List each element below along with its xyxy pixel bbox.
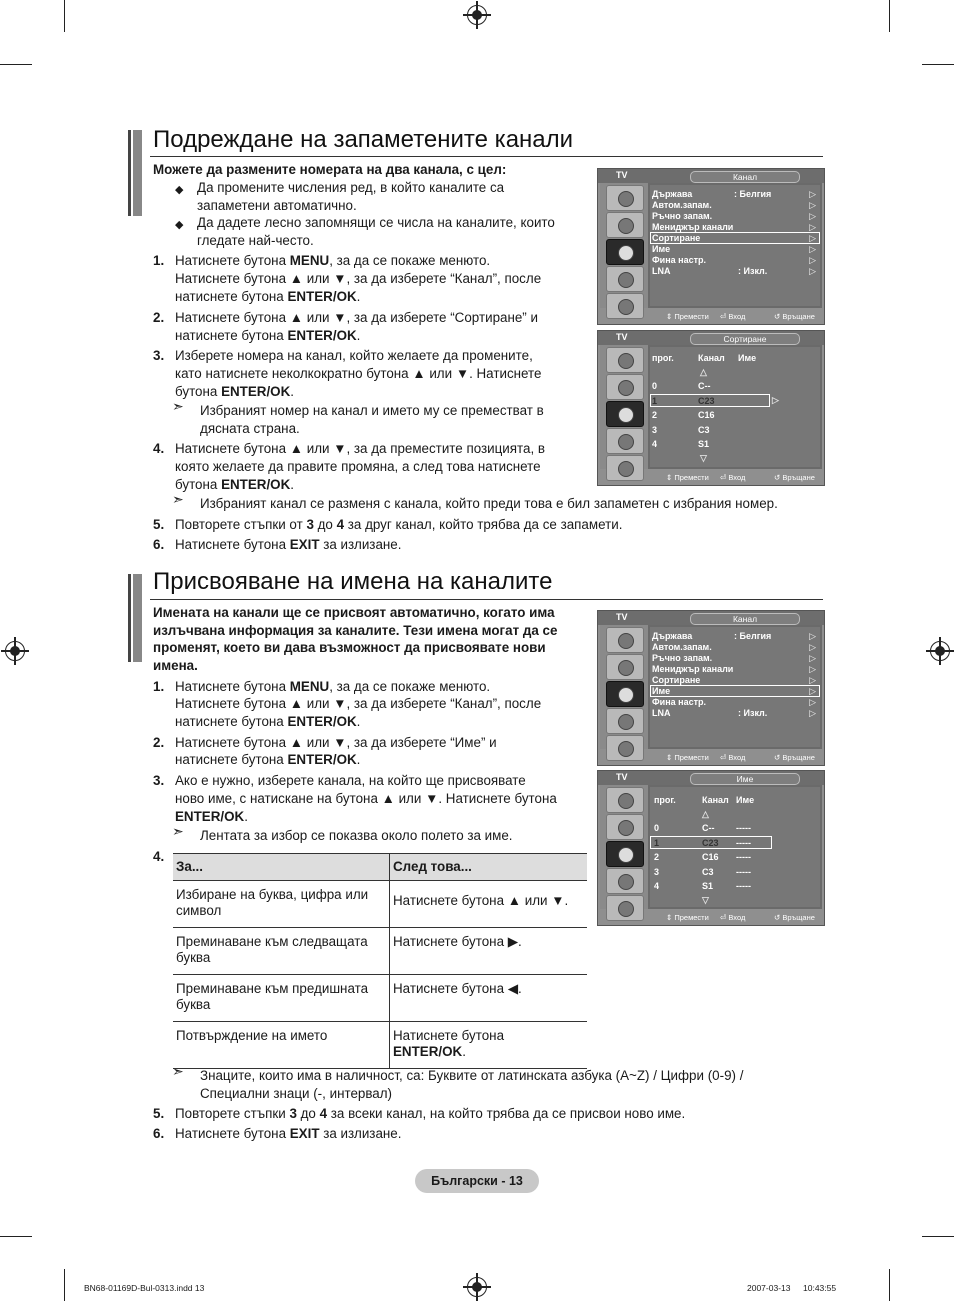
step-line: натиснете бутона ENTER/OK.	[175, 289, 361, 304]
menu-item-channel-manager: Мениджър канали	[652, 664, 734, 674]
menu-item-lna: LNA : Изкл.	[652, 708, 768, 718]
action-table	[173, 853, 587, 1069]
list-item: 2	[652, 410, 658, 420]
step-line: Натиснете бутона MENU, за да се покаже менюто.	[175, 253, 491, 268]
down-arrow-icon: ▽	[702, 895, 709, 905]
menu-item-lna: LNA : Изкл.	[652, 266, 768, 276]
step-line: бутона ENTER/OK.	[175, 477, 295, 492]
step-number: 1.	[153, 679, 165, 694]
menu-title: Канал	[690, 613, 800, 625]
list-item: 3	[654, 867, 660, 877]
step-line: Натиснете бутона EXIT за излизане.	[175, 537, 402, 552]
note-arrow-icon: ➣	[172, 823, 184, 839]
step-number: 2.	[153, 310, 165, 325]
section2-intro-line4: имена.	[153, 658, 198, 673]
step-line: Натиснете бутона ▲ или ▼, за да преместите позицията, в	[175, 441, 546, 456]
menu-item-fine-tune: Фина настр.	[652, 697, 707, 707]
section1-intro: Можете да размените номерата на два канала, с цел:	[153, 162, 507, 177]
column-header-channel: Канал	[702, 795, 729, 805]
tv-menu-name: TV Име прог. Канал Име △ 0 C-- ----- 1 C23 ----- 2 C16 ----- 3 C3 ----- 4 S1 ----- ▽ ⇕ Премести ⏎ Вход ↺ Връщане	[597, 770, 825, 926]
column-header-prog: прог.	[654, 795, 676, 805]
step-line: бутона ENTER/OK.	[175, 384, 295, 399]
selection-highlight	[650, 685, 820, 697]
sound-icon	[606, 814, 644, 840]
section2-intro-line3: променят, което ви дава възможност да присвоявате нови	[153, 640, 546, 655]
crop-mark	[0, 64, 32, 65]
picture-icon	[606, 787, 644, 813]
column-header-name: Име	[738, 353, 757, 363]
sound-icon	[606, 654, 644, 680]
step-line: Натиснете бутона ▲ или ▼, за да изберете “Канал”, после	[175, 271, 542, 286]
crop-mark	[0, 1236, 32, 1237]
step-number: 6.	[153, 1126, 165, 1141]
list-item: 1	[652, 396, 658, 406]
table-row: Избиране на буква, цифра или символ Натиснете бутона ▲ или ▼.	[173, 881, 587, 928]
section2-title: Присвояване на имена на каналите	[153, 568, 553, 595]
note-arrow-icon: ➣	[172, 1063, 184, 1079]
step-line: Натиснете бутона ▲ или ▼, за да изберете “Име” и	[175, 735, 497, 750]
crop-mark	[64, 0, 65, 32]
step-line: като натиснете неколкократно бутона ▲ или ▼. Натиснете	[175, 366, 542, 381]
sound-icon	[606, 212, 644, 238]
list-item: 3	[652, 425, 658, 435]
up-arrow-icon: △	[702, 809, 709, 819]
setup-icon	[606, 868, 644, 894]
step-number: 3.	[153, 773, 165, 788]
note2: Избраният канал се разменя с канала, който преди това е бил запаметен с избрания номер.	[200, 496, 778, 511]
tv-menu-channel-name: TV Канал Държава : Белгия ▷ Автом.запам. ▷ Ръчно запам. ▷ Мениджър канали ▷ Сортиране ▷ Име ▷ Фина настр. ▷ LNA : Изкл. ▷ ⇕ Премести ⏎ Вход ↺ Връщане	[597, 610, 825, 766]
sound-icon	[606, 374, 644, 400]
registration-mark-icon	[5, 641, 25, 661]
crop-mark	[64, 1269, 65, 1301]
bullet-1-line1: Да промените числения ред, в който каналите са	[197, 180, 505, 195]
step-line: Повторете стъпки от 3 до 4 за друг канал, който трябва да се запамети.	[175, 517, 623, 532]
print-date: 2007-03-13	[747, 1283, 791, 1293]
step-line: Натиснете бутона MENU, за да се покаже менюто.	[175, 679, 491, 694]
bullet-icon: ◆	[175, 184, 184, 196]
setup-icon	[606, 428, 644, 454]
divider	[150, 599, 823, 600]
crop-mark	[889, 0, 890, 32]
table-row: Потвърждение на името Натиснете бутона ENTER/OK.	[173, 1022, 587, 1069]
menu-title: Сортиране	[690, 333, 800, 345]
menu-title: Канал	[690, 171, 800, 183]
tv-menu-channel: TV Канал Държава : Белгия ▷ Автом.запам. ▷ Ръчно запам. ▷ Мениджър канали ▷ Сортиране ▷ Име ▷ Фина настр. ▷ LNA : Изкл. ▷ ⇕ Премести ⏎ Вход ↺ Връщане	[597, 168, 825, 325]
list-item: 0	[654, 823, 660, 833]
step-line: която желаете да правите промяна, а след това натиснете	[175, 459, 541, 474]
section2-intro-line2: излъчвана информация за каналите. Тези имена могат да се	[153, 623, 558, 638]
menu-item-sort: Сортиране	[652, 233, 701, 243]
list-item: 2	[654, 852, 660, 862]
menu-item-auto-store: Автом.запам.	[652, 642, 712, 652]
menu-item-channel-manager: Мениджър канали	[652, 222, 734, 232]
step-line: натиснете бутона ENTER/OK.	[175, 328, 361, 343]
return-hint: ↺ Връщане	[774, 312, 815, 321]
page-number-badge: Български - 13	[415, 1169, 539, 1193]
step-line: Ако е нужно, изберете канала, на който ще присвоявате	[175, 773, 526, 788]
channel-icon	[606, 841, 644, 867]
channel-icon	[606, 239, 644, 265]
step-number: 3.	[153, 348, 165, 363]
menu-item-fine-tune: Фина настр.	[652, 255, 707, 265]
crop-mark	[889, 1269, 890, 1301]
move-hint: ⇕ Премести	[666, 312, 709, 321]
menu-item-auto-store: Автом.запам.	[652, 200, 712, 210]
step-number: 5.	[153, 517, 165, 532]
channel-icon	[606, 681, 644, 707]
down-arrow-icon: ▽	[700, 453, 707, 463]
bullet-1-line2: запаметени автоматично.	[197, 198, 357, 213]
column-header-name: Име	[736, 795, 755, 805]
step-number: 4.	[153, 441, 165, 456]
step-number: 4.	[153, 849, 165, 864]
bullet-2-line2: гледате най-често.	[197, 233, 314, 248]
right-arrow-icon: ▷	[772, 395, 779, 405]
list-item: 1	[654, 838, 660, 848]
setup-icon	[606, 266, 644, 292]
menu-item-manual-store: Ръчно запам.	[652, 211, 713, 221]
print-time: 10:43:55	[803, 1283, 837, 1293]
step-line: Изберете номера на канал, който желаете да промените,	[175, 348, 533, 363]
step-line: Натиснете бутона ▲ или ▼, за да изберете “Сортиране” и	[175, 310, 538, 325]
print-file-name: BN68-01169D-Bul-0313.indd 13	[84, 1283, 205, 1293]
section-bar	[128, 574, 142, 662]
step-number: 6.	[153, 537, 165, 552]
step-number: 1.	[153, 253, 165, 268]
step-line: Повторете стъпки 3 до 4 за всеки канал, на който трябва да се присвои ново име.	[175, 1106, 686, 1121]
step-line: Натиснете бутона ▲ или ▼, за да изберете “Канал”, после	[175, 696, 542, 711]
picture-icon	[606, 185, 644, 211]
note4-line1: Знаците, които има в наличност, са: Буквите от латинската азбука (A~Z) / Цифри (0-9) /	[200, 1068, 744, 1083]
column-header-channel: Канал	[698, 353, 725, 363]
note3: Лентата за избор се показва около полето за име.	[200, 828, 513, 843]
divider	[150, 156, 823, 157]
picture-icon	[606, 347, 644, 373]
table-header: За...	[173, 854, 390, 881]
picture-icon	[606, 627, 644, 653]
menu-item-country: Държава : Белгия	[652, 189, 772, 199]
registration-mark-icon	[930, 641, 950, 661]
crop-mark	[922, 64, 954, 65]
enter-hint: ⏎ Вход	[720, 312, 746, 321]
step-line: натиснете бутона ENTER/OK.	[175, 714, 361, 729]
note1-line1: Избраният номер на канал и името му се преместват в	[200, 403, 544, 418]
menu-title: Име	[690, 773, 800, 785]
step-number: 5.	[153, 1106, 165, 1121]
registration-mark-icon	[467, 5, 487, 25]
menu-item-sort: Сортиране	[652, 675, 701, 685]
table-row: Преминаване към предишната буква Натиснете бутона ◀.	[173, 975, 587, 1022]
registration-mark-icon	[467, 1277, 487, 1297]
table-header: След това...	[390, 854, 588, 881]
list-item: 0	[652, 381, 658, 391]
section1-title: Подреждане на запаметените канали	[153, 126, 574, 153]
crop-mark	[922, 1236, 954, 1237]
table-row: Преминаване към следващата буква Натиснете бутона ▶.	[173, 928, 587, 975]
setup-icon	[606, 708, 644, 734]
note4-line2: Специални знаци (-, интервал)	[200, 1086, 393, 1101]
step-line: Натиснете бутона EXIT за излизане.	[175, 1126, 402, 1141]
bullet-2-line1: Да дадете лесно запомнящи се числа на каналите, които	[197, 215, 555, 230]
step-line: ENTER/OK.	[175, 809, 248, 824]
tv-menu-sort: TV Сортиране прог. Канал Име △ 0 C-- 1 C23 ▷ 2 C16 3 C3 4 S1 ▽ ⇕ Премести ⏎ Вход ↺ Връщане	[597, 330, 825, 486]
menu-item-manual-store: Ръчно запам.	[652, 653, 713, 663]
note-arrow-icon: ➣	[172, 491, 184, 507]
channel-icon	[606, 401, 644, 427]
section-bar	[128, 130, 142, 216]
column-header-prog: прог.	[652, 353, 674, 363]
bullet-icon: ◆	[175, 219, 184, 231]
menu-item-name: Име	[652, 244, 671, 254]
step-line: натиснете бутона ENTER/OK.	[175, 752, 361, 767]
menu-item-name: Име	[652, 686, 671, 696]
menu-item-country: Държава : Белгия	[652, 631, 772, 641]
section2-intro-line1: Имената на канали ще се присвоят автоматично, когато има	[153, 605, 555, 620]
note-arrow-icon: ➣	[172, 398, 184, 414]
list-item: 4	[652, 439, 658, 449]
up-arrow-icon: △	[700, 367, 707, 377]
list-item: 4	[654, 881, 660, 891]
note1-line2: дясната страна.	[200, 421, 300, 436]
step-line: ново име, с натискане на бутона ▲ или ▼. Натиснете бутона	[175, 791, 557, 806]
step-number: 2.	[153, 735, 165, 750]
